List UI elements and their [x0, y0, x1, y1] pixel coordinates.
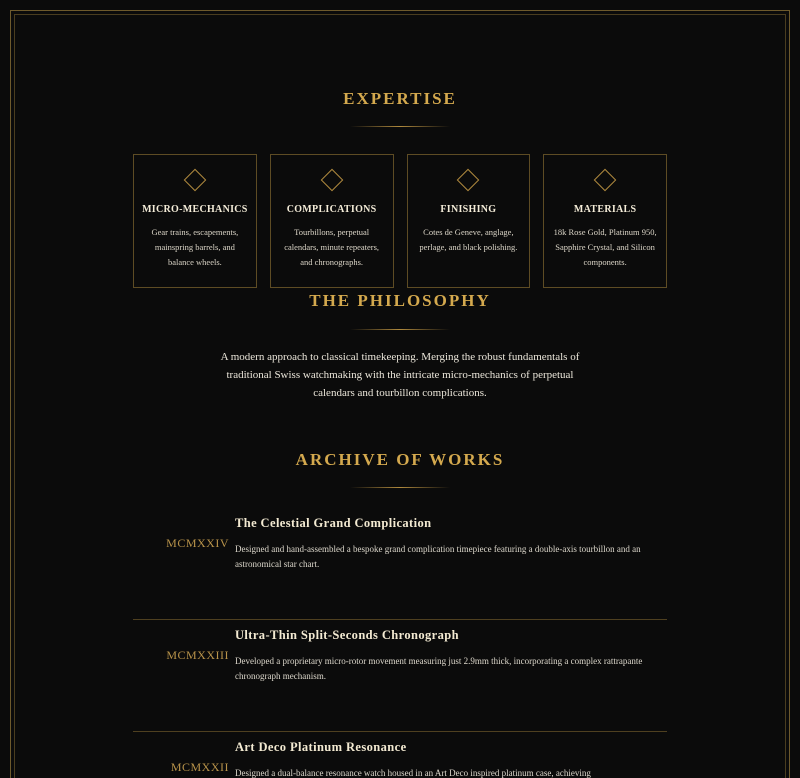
card-description: Tourbillons, perpetual calendars, minute repeaters, and chronographs. [284, 227, 380, 267]
works-list [133, 508, 667, 778]
work-title: Ultra-Thin Split-Seconds Chronograph [235, 628, 459, 642]
work-entry [133, 508, 667, 620]
card-title: MATERIALS [573, 204, 637, 215]
card-materials [543, 154, 667, 288]
card-description: Gear trains, escapements, mainspring barrels, and balance wheels. [151, 227, 239, 267]
diamond-icon [594, 169, 617, 192]
work-title: Art Deco Platinum Resonance [235, 740, 407, 754]
diamond-icon [184, 169, 207, 192]
card-finishing [407, 154, 531, 288]
expertise-title: EXPERTISE [343, 89, 457, 108]
card-title: COMPLICATIONS [286, 204, 377, 215]
diamond-icon [320, 169, 343, 192]
work-year: MCMXXIII [166, 648, 229, 662]
work-year: MCMXXIV [166, 536, 229, 550]
archive-title: ARCHIVE OF WORKS [295, 450, 505, 469]
expertise-divider [350, 126, 450, 127]
work-entry [133, 620, 667, 732]
diamond-icon [457, 169, 480, 192]
card-micro-mechanics [133, 154, 257, 288]
work-title: The Celestial Grand Complication [235, 516, 432, 530]
expertise-cards [133, 154, 667, 288]
card-complications [270, 154, 394, 288]
card-title: FINISHING [440, 204, 497, 215]
philosophy-divider [350, 329, 450, 330]
archive-divider [350, 487, 450, 488]
work-year: MCMXXII [170, 760, 229, 774]
philosophy-text: A modern approach to classical timekeeping. Merging the robust fundamentals of traditional Swiss watchmaking with the intricate micro-mechanics of perpetual calendars and tourbillon complications. [220, 351, 580, 399]
card-description: Cotes de Geneve, anglage, perlage, and black polishing. [419, 227, 518, 252]
card-description: 18k Rose Gold, Platinum 950, Sapphire Crystal, and Silicon components. [553, 227, 657, 267]
work-description: Developed a proprietary micro-rotor movement measuring just 2.9mm thick, incorporating a complex rattrapante chronograph mechanism. [235, 656, 643, 681]
work-description: Designed a dual-balance resonance watch housed in an Art Deco inspired platinum case, achieving [235, 768, 591, 778]
philosophy-title: THE PHILOSOPHY [309, 291, 491, 310]
work-description: Designed and hand-assembled a bespoke grand complication timepiece featuring a double-axis tourbillon and an astronomical star chart. [235, 544, 641, 569]
card-title: MICRO-MECHANICS [142, 204, 248, 215]
work-entry [133, 732, 667, 778]
